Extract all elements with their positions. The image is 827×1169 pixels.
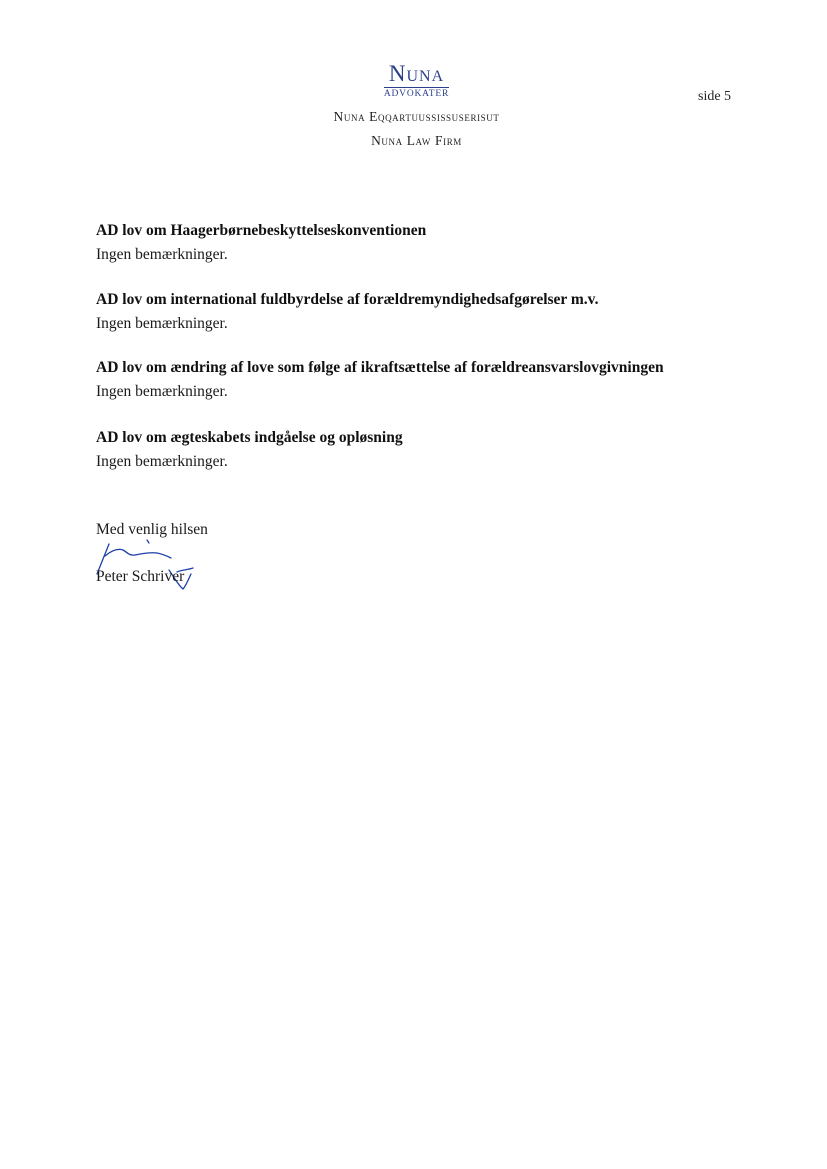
- section-international-fuldbyrdelse: [96, 290, 776, 334]
- section-aendring-af-love: [96, 358, 776, 402]
- section-remark: Ingen bemærkninger.: [96, 315, 228, 332]
- logo-subtitle: ADVOKATER: [383, 89, 450, 99]
- section-heading: AD lov om international fuldbyrdelse af forældremyndighedsafgørelser m.v.: [96, 291, 599, 308]
- page-number: side 5: [698, 89, 732, 104]
- section-remark: Ingen bemærkninger.: [96, 453, 228, 470]
- section-heading: AD lov om Haagerbørnebeskyttelseskonventionen: [96, 222, 427, 239]
- firm-name-greenlandic: Nuna Eqqartuussissuserisut: [333, 109, 500, 124]
- section-remark: Ingen bemærkninger.: [96, 383, 228, 400]
- logo-name: Nuna: [388, 61, 445, 86]
- signer-name: Peter Schriver: [96, 568, 185, 585]
- firm-name-english: Nuna Law Firm: [371, 133, 462, 148]
- section-haagerbornebeskyttelse: [96, 221, 776, 265]
- section-heading: AD lov om ændring af love som følge af ikraftsættelse af forældreansvarslovgivningen: [96, 359, 664, 376]
- section-heading: AD lov om ægteskabets indgåelse og opløsning: [96, 429, 403, 446]
- closing-greeting: Med venlig hilsen: [96, 521, 208, 538]
- section-aegteskab: [96, 428, 776, 472]
- logo: [384, 62, 449, 100]
- logo-divider: [384, 87, 449, 88]
- section-remark: Ingen bemærkninger.: [96, 246, 228, 263]
